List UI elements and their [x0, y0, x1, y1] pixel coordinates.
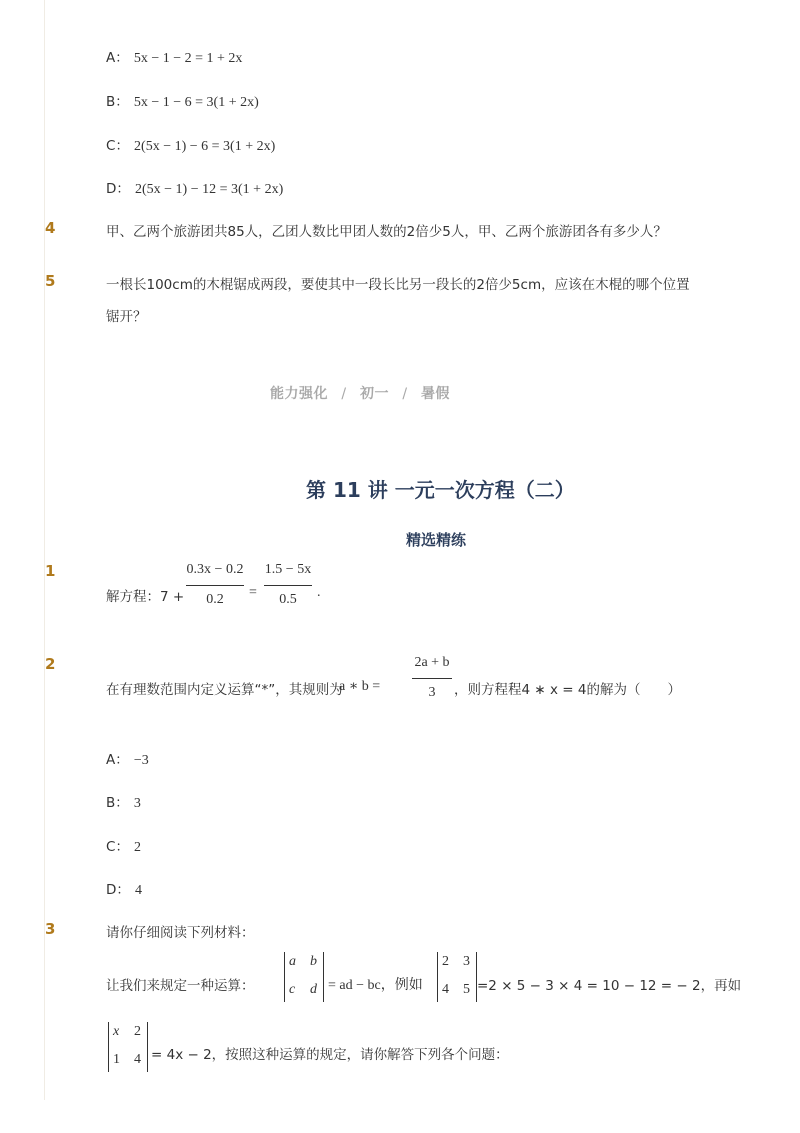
det-entry: 2 [442, 954, 449, 969]
option-text: 2 [134, 840, 142, 855]
question-number: 1 [45, 562, 56, 580]
option-b: B： 3 [106, 795, 141, 811]
det-entry: a [289, 954, 296, 969]
fraction-left [186, 562, 244, 608]
question-text: 甲、乙两个旅游团共85人，乙团人数比甲团人数的2倍少5人，甲、乙两个旅游团各有多少人？ [106, 224, 667, 240]
equals-sign: = [249, 585, 257, 600]
option-letter: C [106, 138, 116, 154]
breadcrumb-item: 初一 [359, 386, 389, 402]
det-entry: c [289, 982, 296, 997]
operation-definition: a ∗ b = [339, 679, 381, 694]
det-entry: 1 [113, 1052, 120, 1067]
numerator: 2a + b [414, 655, 450, 670]
definition-text: = ad − bc，例如 [328, 978, 423, 993]
option-b: B： 5x − 1 − 6 = 3(1 + 2x) [106, 94, 259, 110]
breadcrumb-item: 能力强化 [270, 386, 328, 402]
det-entry: 3 [463, 954, 470, 969]
fraction-right [264, 562, 312, 608]
question-text-line1: 一根长100cm的木棍锯成两段，要使其中一段长比另一段长的2倍少5cm，应该在木棍的哪个位置 [106, 277, 690, 293]
det-entry: x [113, 1024, 120, 1039]
det-entry: 5 [463, 982, 470, 997]
instruction-text: = 4x − 2，按照这种运算的规定，请你解答下列各个问题： [151, 1047, 509, 1063]
question-text-suffix: ，则方程程4 ∗ x = 4的解为（ ） [454, 682, 681, 698]
option-letter: D [106, 882, 117, 898]
numerator: 1.5 − 5x [264, 562, 312, 577]
question-number: 2 [45, 655, 56, 673]
option-letter: B [106, 94, 116, 110]
breadcrumb-separator: / [341, 386, 347, 402]
lecture-title: 第 11 讲 一元一次方程（二） [306, 478, 575, 502]
denominator: 0.5 [279, 592, 297, 607]
question-number: 4 [45, 219, 56, 237]
section-title: 精选精练 [406, 531, 467, 549]
option-letter: B [106, 795, 116, 811]
determinant-example-2 [108, 1022, 148, 1072]
definition-prefix: 让我们来规定一种运算： [106, 978, 255, 994]
det-entry: 2 [134, 1024, 141, 1039]
option-d: D： 2(5x − 1) − 12 = 3(1 + 2x) [106, 181, 284, 197]
denominator: 3 [428, 685, 436, 700]
question-number: 5 [45, 272, 56, 290]
det-entry: d [310, 982, 317, 997]
option-text: 2(5x − 1) − 12 = 3(1 + 2x) [135, 182, 284, 197]
denominator: 0.2 [206, 592, 224, 607]
option-text: −3 [133, 753, 149, 768]
determinant-example [437, 952, 477, 1002]
option-letter: A [106, 752, 116, 768]
option-text: 5x − 1 − 2 = 1 + 2x [133, 51, 243, 66]
det-entry: 4 [442, 982, 449, 997]
determinant-general [284, 952, 324, 1002]
equation-suffix: . [317, 585, 321, 600]
numerator: 0.3x − 0.2 [186, 562, 244, 577]
option-text: 5x − 1 − 6 = 3(1 + 2x) [133, 95, 259, 110]
option-letter: D [106, 181, 117, 197]
option-letter: C [106, 839, 116, 855]
option-a: A： 5x − 1 − 2 = 1 + 2x [106, 50, 243, 66]
question-number: 3 [45, 920, 56, 938]
option-a: A： −3 [106, 752, 149, 768]
question-text: 请你仔细阅读下列材料： [106, 925, 255, 941]
option-c: C： 2(5x − 1) − 6 = 3(1 + 2x) [106, 138, 276, 154]
question-text: 在有理数范围内定义运算“*”，其规则为 [106, 682, 343, 698]
option-text: 4 [135, 883, 142, 898]
breadcrumb-item: 暑假 [420, 386, 450, 402]
det-entry: b [310, 954, 317, 969]
option-c: C： 2 [106, 839, 142, 855]
example-text: =2 × 5 − 3 × 4 = 10 − 12 = − 2，再如 [477, 978, 742, 994]
question-text-line2: 锯开？ [106, 309, 147, 325]
option-letter: A [106, 50, 116, 66]
fraction [412, 655, 452, 701]
equation-prefix: 解方程：7 + [106, 589, 185, 605]
breadcrumb [270, 383, 450, 403]
breadcrumb-separator: / [402, 386, 408, 402]
option-text: 2(5x − 1) − 6 = 3(1 + 2x) [134, 139, 276, 154]
option-d: D： 4 [106, 882, 142, 898]
det-entry: 4 [134, 1052, 141, 1067]
option-text: 3 [133, 796, 141, 811]
